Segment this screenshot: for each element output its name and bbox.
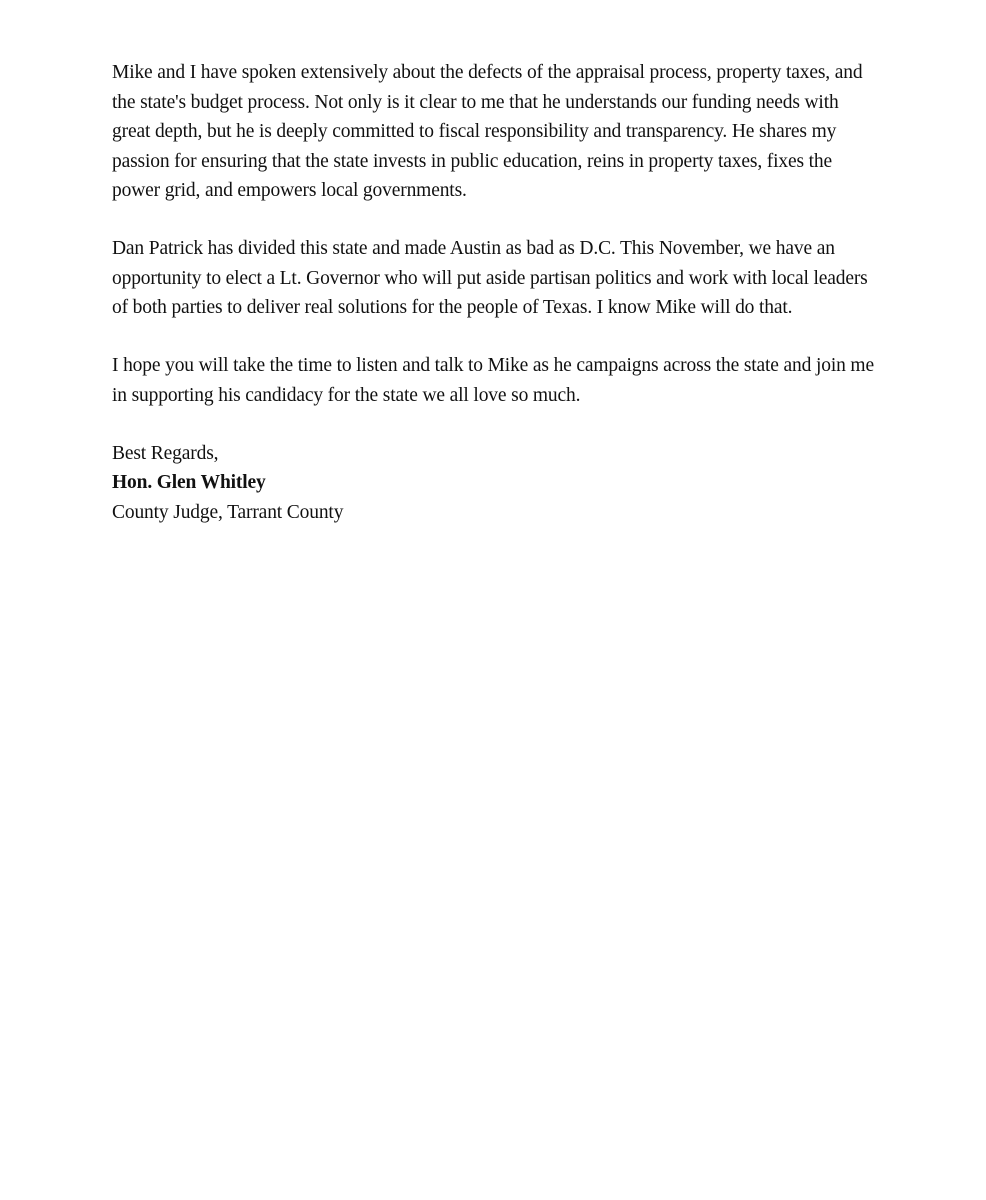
signature-block [112,439,874,528]
letter-paragraph-1: Mike and I have spoken extensively about the defects of the appraisal process, property taxes, and the state's budget process. Not only is it clear to me that he understands our funding needs with great depth, but he is deeply committed to fiscal responsibility and transparency. He shares my passion for ensuring that the state invests in public education, reins in property taxes, fixes the power grid, and empowers local governments. [112,62,863,201]
letter-paragraph-2: Dan Patrick has divided this state and made Austin as bad as D.C. This November, we have an opportunity to elect a Lt. Governor who will put aside partisan politics and work with local leaders of both parties to deliver real solutions for the people of Texas. I know Mike will do that. [112,238,868,318]
closing-salutation: Best Regards, [112,442,219,464]
letter-body [112,58,874,527]
letter-paragraph-3: I hope you will take the time to listen and talk to Mike as he campaigns across the state and join me in supporting his candidacy for the state we all love so much. [112,355,874,406]
signer-title: County Judge, Tarrant County [112,501,344,523]
signer-name: Hon. Glen Whitley [112,472,266,493]
